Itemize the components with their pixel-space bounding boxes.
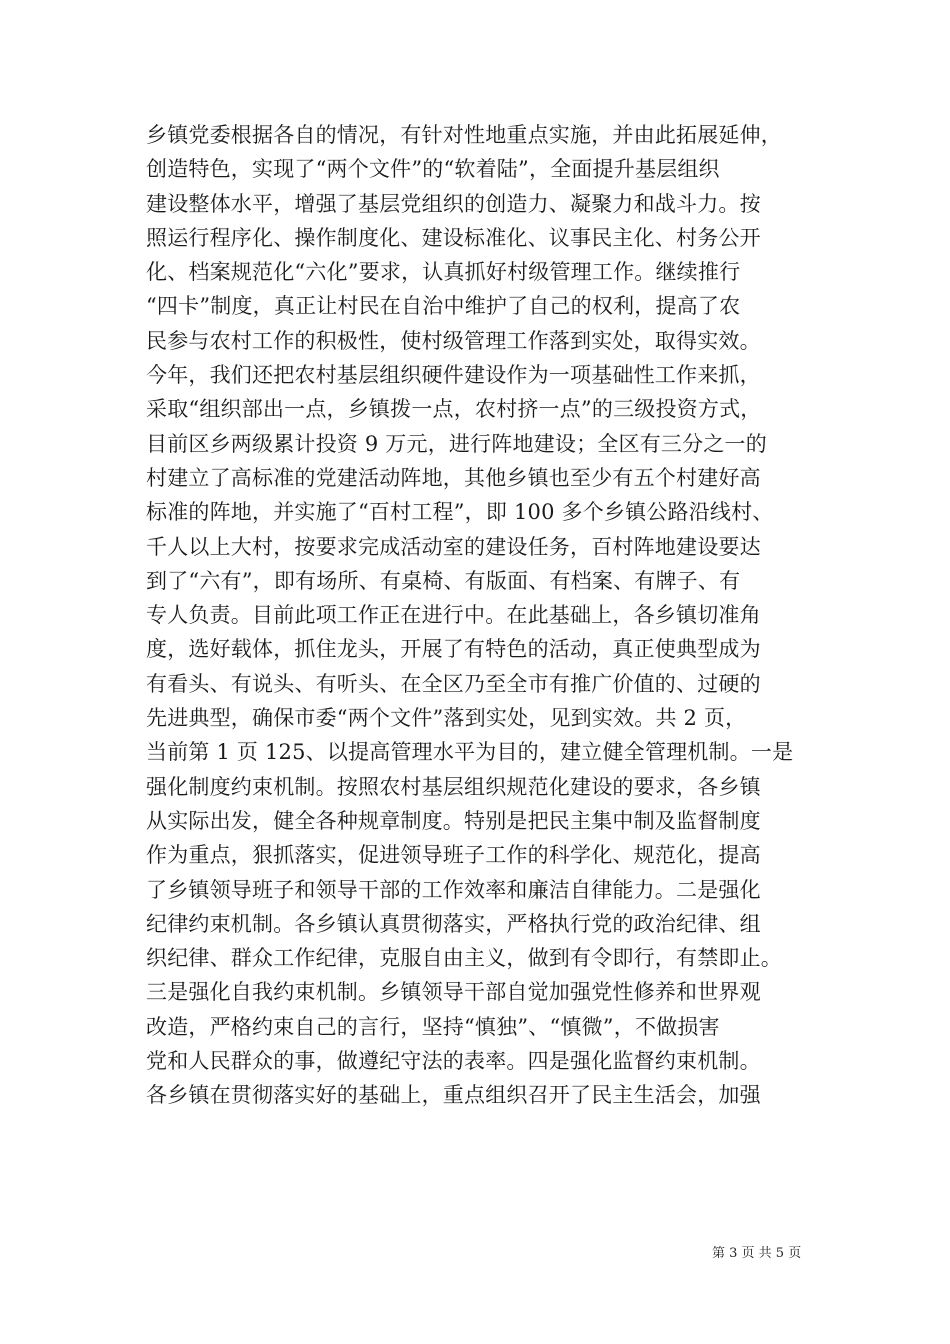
text-line: 采取“组织部出一点，乡镇拨一点，农村挤一点”的三级投资方式， (146, 397, 762, 422)
text-line: 到了“六有”，即有场所、有桌椅、有版面、有档案、有牌子、有 (146, 568, 741, 593)
text-line: 三是强化自我约束机制。乡镇领导干部自觉加强党性修养和世界观 (146, 980, 761, 1005)
text-line: 专人负责。目前此项工作正在进行中。在此基础上，各乡镇切准角 (146, 603, 761, 628)
text-line: 纪律约束机制。各乡镇认真贯彻落实，严格执行党的政治纪律、组 (146, 911, 761, 936)
text-line: 度，选好载体，抓住龙头，开展了有特色的活动，真正使典型成为 (146, 637, 761, 662)
text-line: 目前区乡两级累计投资 9 万元，进行阵地建设；全区有三分之一的 (146, 431, 767, 456)
text-line: 化、档案规范化“六化”要求，认真抓好村级管理工作。继续推行 (146, 260, 741, 285)
text-line: 村建立了高标准的党建活动阵地，其他乡镇也至少有五个村建好高 (146, 465, 761, 490)
text-line: 各乡镇在贯彻落实好的基础上，重点组织召开了民主生活会，加强 (146, 1083, 761, 1108)
text-line: 千人以上大村，按要求完成活动室的建设任务，百村阵地建设要达 (146, 534, 761, 559)
text-line: 创造特色，实现了“两个文件”的“软着陆”，全面提升基层组织 (146, 157, 720, 182)
page-number-footer: 第 3 页 共 5 页 (712, 1246, 802, 1261)
text-line: 当前第 1 页 125、以提高管理水平为目的，建立健全管理机制。一是 (146, 740, 794, 765)
text-line: 标准的阵地，并实施了“百村工程”，即 100 多个乡镇公路沿线村、 (146, 500, 774, 525)
text-line: 照运行程序化、操作制度化、建设标准化、议事民主化、村务公开 (146, 225, 761, 250)
text-line: 党和人民群众的事，做遵纪守法的表率。四是强化监督约束机制。 (146, 1049, 761, 1074)
text-line: 乡镇党委根据各自的情况，有针对性地重点实施，并由此拓展延伸， (146, 123, 782, 147)
text-line: 先进典型，确保市委“两个文件”落到实处，见到实效。共 2 页， (146, 706, 747, 731)
text-line: 今年，我们还把农村基层组织硬件建设作为一项基础性工作来抓， (146, 363, 761, 388)
text-line: 作为重点，狠抓落实，促进领导班子工作的科学化、规范化，提高 (146, 843, 761, 868)
text-line: 强化制度约束机制。按照农村基层组织规范化建设的要求，各乡镇 (146, 774, 761, 799)
text-line: 民参与农村工作的积极性，使村级管理工作落到实处，取得实效。 (146, 328, 761, 353)
text-line: 织纪律、群众工作纪律，克服自由主义，做到有令即行，有禁即止。 (146, 946, 782, 971)
text-line: 从实际出发，健全各种规章制度。特别是把民主集中制及监督制度 (146, 808, 761, 833)
text-line: 有看头、有说头、有听头、在全区乃至全市有推广价值的、过硬的 (146, 671, 761, 696)
text-line: 了乡镇领导班子和领导干部的工作效率和廉洁自律能力。二是强化 (146, 877, 761, 902)
text-line: 建设整体水平，增强了基层党组织的创造力、凝聚力和战斗力。按 (146, 191, 761, 216)
text-line: “四卡”制度，真正让村民在自治中维护了自己的权利，提高了农 (146, 294, 741, 319)
body-text (146, 118, 806, 1113)
text-line: 改造，严格约束自己的言行，坚持“慎独”、“慎微”，不做损害 (146, 1014, 720, 1039)
